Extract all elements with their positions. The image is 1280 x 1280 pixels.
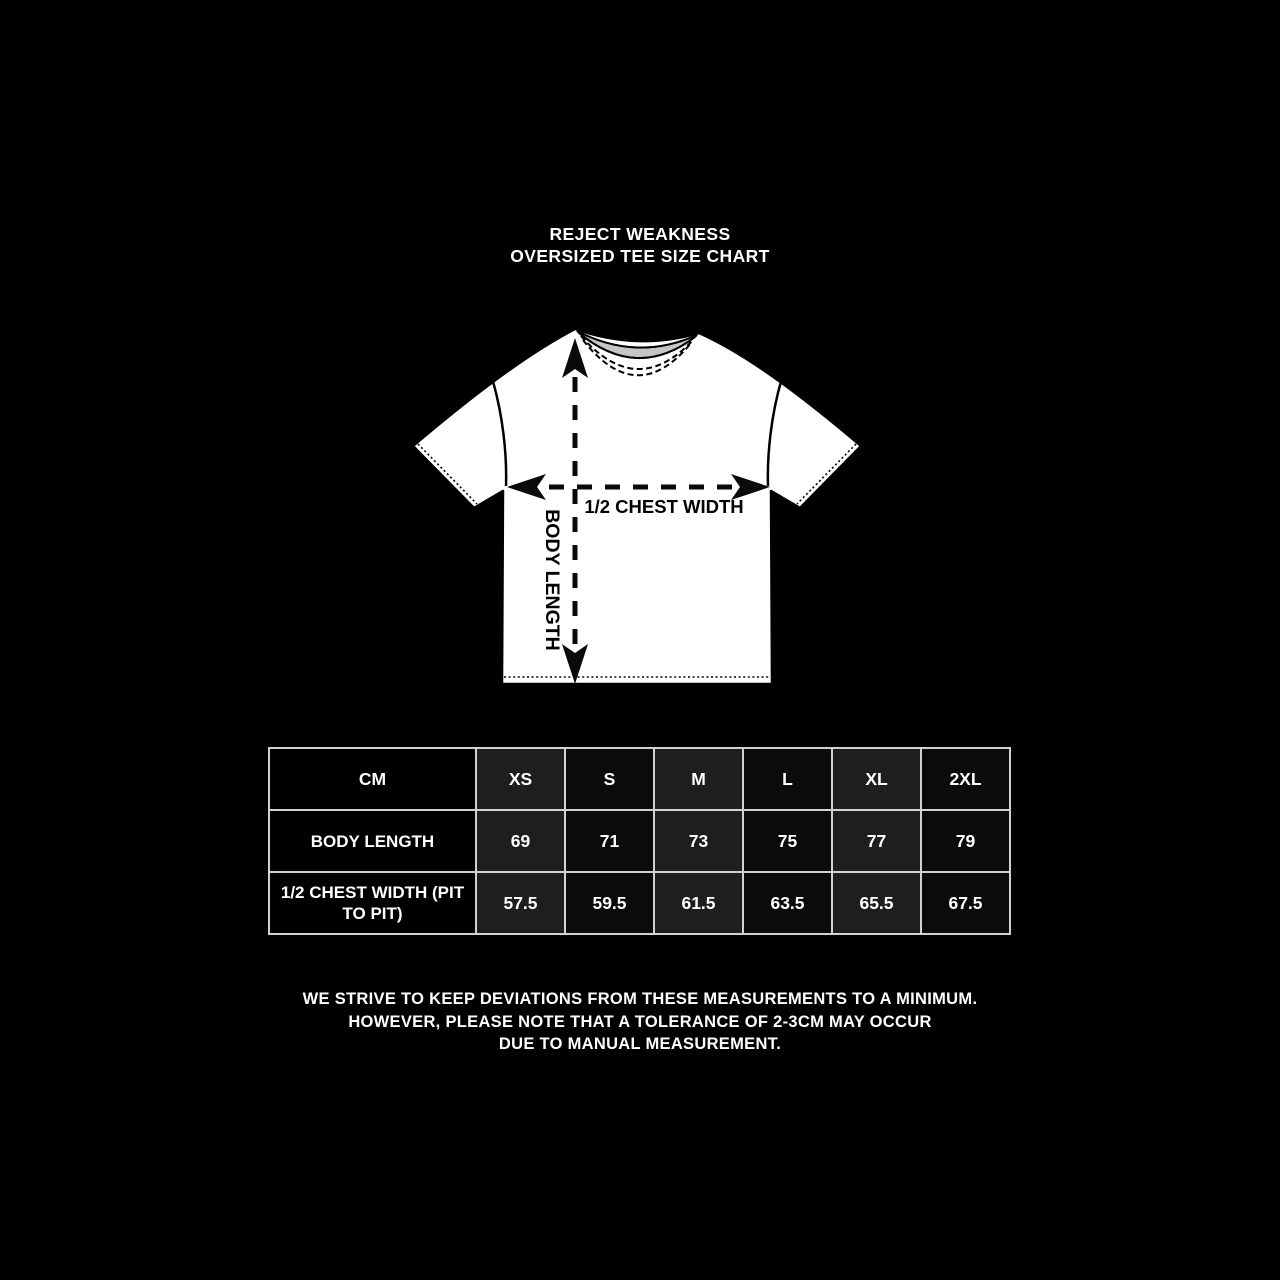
body-length-s: 71 <box>565 810 654 872</box>
row-label-chest-width: 1/2 CHEST WIDTH (PIT TO PIT) <box>269 872 476 934</box>
tshirt-graphic <box>395 300 895 710</box>
size-header-l: L <box>743 748 832 810</box>
table-row-body-length <box>269 810 1010 872</box>
size-header-xl: XL <box>832 748 921 810</box>
chest-width-m: 61.5 <box>654 872 743 934</box>
disclaimer-line-3: DUE TO MANUAL MEASUREMENT. <box>498 1035 782 1053</box>
chest-width-xs: 57.5 <box>476 872 565 934</box>
size-header-2xl: 2XL <box>921 748 1010 810</box>
size-header-xs: XS <box>476 748 565 810</box>
body-length-m: 73 <box>654 810 743 872</box>
table-row-chest-width <box>269 872 1010 934</box>
chest-width-l: 63.5 <box>743 872 832 934</box>
disclaimer-line-2: HOWEVER, PLEASE NOTE THAT A TOLERANCE OF 2-3CM MAY OCCUR <box>348 1012 932 1031</box>
page-title <box>0 223 1280 267</box>
chest-width-2xl: 67.5 <box>921 872 1010 934</box>
tolerance-disclaimer <box>0 988 1280 1056</box>
size-header-s: S <box>565 748 654 810</box>
size-header-m: M <box>654 748 743 810</box>
title-line-2: OVERSIZED TEE SIZE CHART <box>510 246 770 266</box>
disclaimer-line-1: WE STRIVE TO KEEP DEVIATIONS FROM THESE MEASUREMENTS TO A MINIMUM. <box>302 990 978 1008</box>
body-length-2xl: 79 <box>921 810 1010 872</box>
chest-width-label: 1/2 CHEST WIDTH <box>584 496 744 517</box>
body-length-xl: 77 <box>832 810 921 872</box>
chest-width-xl: 65.5 <box>832 872 921 934</box>
tshirt-measurement-diagram <box>395 300 895 710</box>
title-line-1: REJECT WEAKNESS <box>549 224 731 244</box>
chest-width-s: 59.5 <box>565 872 654 934</box>
body-length-label: BODY LENGTH <box>541 509 563 651</box>
unit-header-cell: CM <box>269 748 476 810</box>
table-header-row <box>269 748 1010 810</box>
body-length-xs: 69 <box>476 810 565 872</box>
row-label-body-length: BODY LENGTH <box>269 810 476 872</box>
size-table <box>268 747 1011 935</box>
body-length-l: 75 <box>743 810 832 872</box>
